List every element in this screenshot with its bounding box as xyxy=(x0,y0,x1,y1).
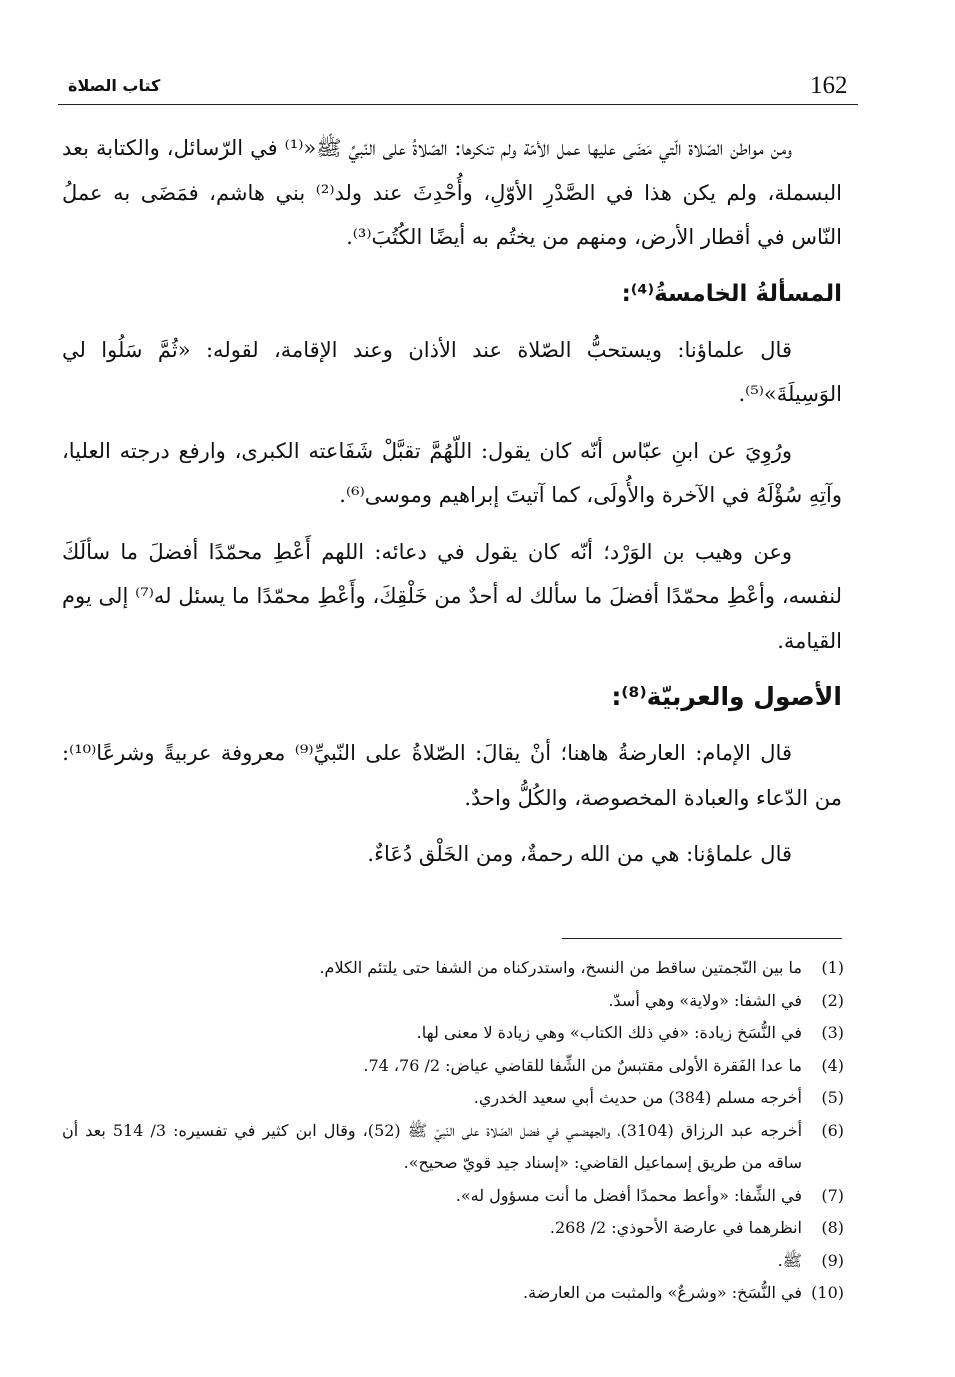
footnote-number: (4) xyxy=(821,1055,844,1075)
paragraph-5: قال الإمام: العارضةُ هاهنا؛ أنْ يقالَ: الصّلاةُ على النّبيِّ⁽⁹⁾ معروفة عربيةً وشرعًا⁽¹⁰⁾: من الدّعاء والعبادة المخصوصة، والكُلُّ واحدٌ. xyxy=(62,741,842,810)
footnote xyxy=(62,1050,844,1083)
paragraph-6: قال علماؤنا: هي من الله رحمةٌ، ومن الخَلْق دُعَاءٌ. xyxy=(367,842,792,866)
footnote-text: ﷺ. xyxy=(777,1250,802,1270)
paragraph-4: وعن وهيب بن الوَرْد؛ أنّه كان يقول في دعائه: اللهم أَعْطِ محمّدًا أفضلَ ما سألَكَ لنفسه، وأعْطِ محمّدًا أفضلَ ما سألك له أحدٌ من خَلْقِكَ، وأَعْطِ محمّدًا ما يسئل له⁽⁷⁾ إلى يوم القيامة. xyxy=(62,539,842,653)
footnote xyxy=(62,952,844,985)
paragraph-3: ورُوِيَ عن ابنِ عبّاس أنّه كان يقول: اللّهُمَّ تقبَّلْ شَفَاعته الكبرى، وارفع درجته العليا، وآتِهِ سُؤْلَهُ في الآخرة والأُولَى، كما آتيتَ إبراهيم وموسى⁽⁶⁾. xyxy=(62,438,842,507)
footnote-number: (7) xyxy=(821,1185,844,1205)
footnote-number: (3) xyxy=(821,1023,844,1042)
page-number: 162 xyxy=(810,72,848,99)
header-divider xyxy=(58,104,858,105)
footnote xyxy=(62,1180,844,1213)
footnote xyxy=(62,985,844,1018)
page-header xyxy=(58,70,858,106)
footnote xyxy=(62,1212,844,1245)
footnote-number: (2) xyxy=(821,990,844,1010)
footnotes xyxy=(62,952,844,1310)
footnote xyxy=(62,1115,844,1180)
section-heading-fifth-issue: المسألةُ الخامسةُ⁽⁴⁾: xyxy=(621,280,842,307)
footnote-text: في الشِّفا: «وأعط محمدًا أفضل ما أنت مسؤول له». xyxy=(455,1185,802,1205)
footnote-number: (6) xyxy=(821,1120,844,1140)
paragraph-2: قال علماؤنا: ويستحبُّ الصّلاة عند الأذان وعند الإقامة، لقوله: «ثُمَّ سَلُوا لي الوَسِيلَةَ»⁽⁵⁾. xyxy=(62,337,842,406)
footnote-text: أخرجه مسلم (384) من حديث أبي سعيد الخدري. xyxy=(473,1088,802,1107)
footnote-number: (1) xyxy=(821,958,844,977)
section-heading-usul: الأصول والعربيّة⁽⁸⁾: xyxy=(611,682,842,711)
footnote xyxy=(62,1277,844,1310)
footnote-text: في الشفا: «ولاية» وهي أسدّ. xyxy=(608,990,802,1010)
footnote-text: ما عدا الفَقرة الأولى مقتبسٌ من الشِّفا للقاضي عياض: 2/ 76، 74. xyxy=(363,1055,802,1075)
footnote-text: في النُّسَخ زيادة: «في ذلك الكتاب» وهي زيادة لا معنى لها. xyxy=(416,1023,802,1042)
footnote-text: أخرجه عبد الرزاق (3104)، والجهضمي في فضل الصّلاة على النّبيّ ﷺ (52)، وقال ابن كثير في تفسيره: 3/ 514 بعد أن ساقه من طريق إسماعيل القاضي: «إسناد جيد قويّ صحيح». xyxy=(62,1120,803,1172)
footnote xyxy=(62,1017,844,1050)
footnote-divider xyxy=(562,938,842,939)
paragraph-1: ومن مواطن الصّلاة الّتي مَضَى عليها عمل الأمّة ولم تنكرها: الصّلاةُ على النّبيِّ ﷺ«⁽¹⁾ في الرّسائل، والكتابة بعد البسملة، ولم يكن هذا في الصَّدْرِ الأوّلِ، وأُحْدِثَ عند ولد⁽²⁾ بني هاشم، فمَضَى به عملُ النّاس في أقطار الأرض، ومنهم من يختُم به أيضًا الكُتُبَ⁽³⁾. xyxy=(62,136,842,249)
footnote xyxy=(62,1245,844,1278)
footnote-number: (9) xyxy=(821,1250,844,1270)
main-text xyxy=(62,126,842,889)
footnote-number: (5) xyxy=(821,1088,844,1107)
footnote-number: (8) xyxy=(821,1218,844,1237)
footnote xyxy=(62,1082,844,1115)
running-title: كتاب الصلاة xyxy=(68,76,161,95)
footnote-text: في النُّسَخ: «وشرعٌ» والمثبت من العارضة. xyxy=(523,1283,802,1302)
footnote-text: ما بين النّجمتين ساقط من النسخ، واستدركناه من الشفا حتى يلتئم الكلام. xyxy=(319,958,802,977)
footnote-number: (10) xyxy=(811,1283,844,1302)
footnote-text: انظرهما في عارضة الأحوذي: 2/ 268. xyxy=(549,1218,802,1237)
